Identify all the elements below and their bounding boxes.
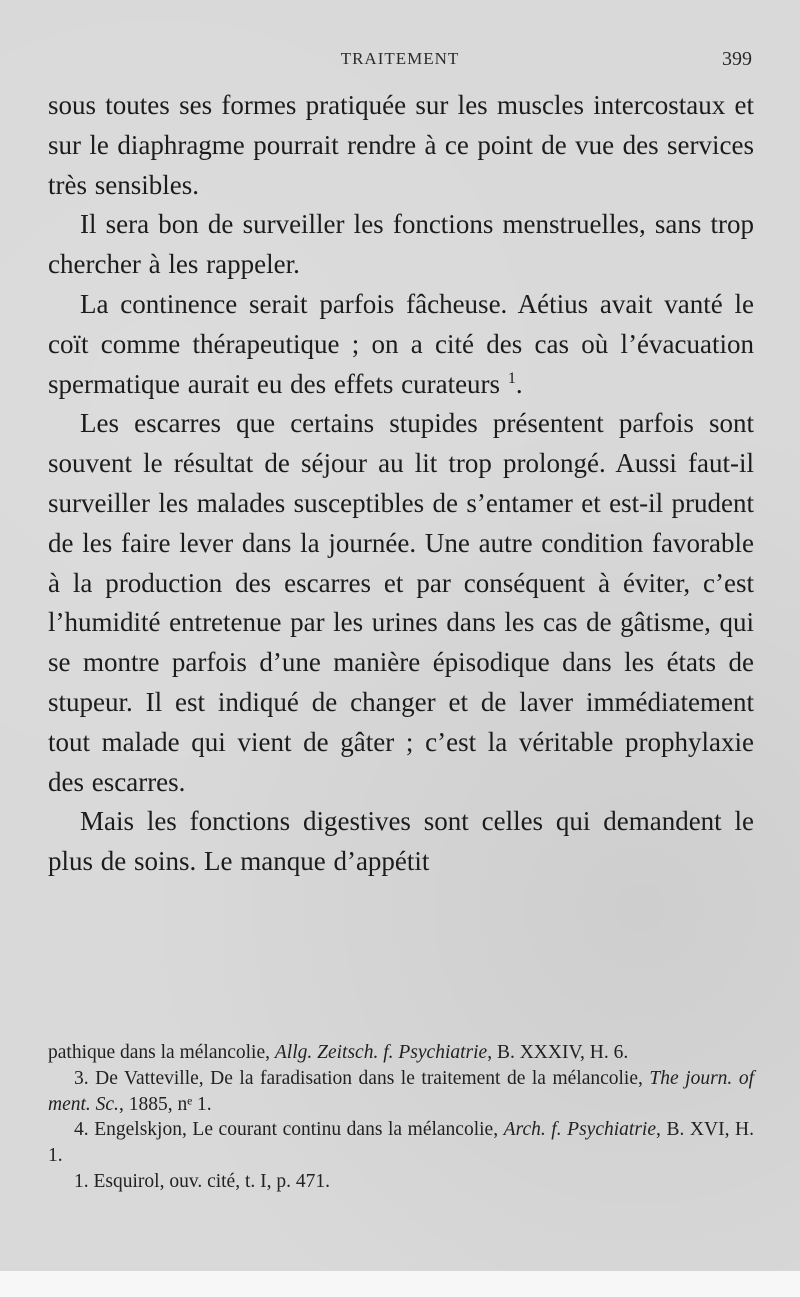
footnote-text: pathique dans la mélancolie, bbox=[48, 1042, 275, 1063]
footnote-text: 3. De Vatteville, De la faradisation dans le traitement de la mélancolie, bbox=[74, 1067, 650, 1089]
footnote-4 bbox=[48, 1117, 754, 1169]
footnote-marker: 1 bbox=[507, 369, 516, 387]
footnote-continuation bbox=[48, 1040, 754, 1066]
paragraph-text: La continence serait parfois fâcheuse. Aétius avait vanté le coït comme thérapeutique ; on a cité des cas où l’évacuation spermatique aurait eu des effets curateurs bbox=[48, 288, 754, 399]
paragraph-text: sous toutes ses formes pratiquée sur les muscles intercostaux et sur le diaphragme pourrait rendre à ce point de vue des services très sensibles. bbox=[48, 90, 754, 200]
paragraph-text: Mais les fonctions digestives sont celles qui demandent le plus de soins. Le manque d’appétit bbox=[48, 806, 754, 877]
page-bottom-margin bbox=[0, 1271, 800, 1297]
page-number: 399 bbox=[722, 48, 752, 70]
paragraph-text: Les escarres que certains stupides présentent parfois sont souvent le résultat de séjour au lit trop prolongé. Aussi faut-il surveiller les malades susceptibles de s’entamer et est-il prudent de les faire lever dans la journée. Une autre condition favorable à la production des escarres et par conséquent à éviter, c’est l’humidité entretenue par les urines dans les cas de gâtisme, qui se montre parfois d’une manière épisodique dans les états de stupeur. Il est indiqué de changer et de laver immédiatement tout malade qui vient de gâter ; c’est la véritable prophylaxie des escarres. bbox=[48, 408, 754, 797]
paragraph-text: . bbox=[515, 368, 523, 399]
footnote-1 bbox=[48, 1169, 754, 1195]
paragraph-5 bbox=[48, 802, 754, 882]
footnote-text: 1. Esquirol, ouv. cité, t. I, p. 471. bbox=[74, 1170, 330, 1192]
footnote-journal-title: Arch. f. Psychiatrie bbox=[503, 1119, 656, 1141]
running-title: TRAITEMENT bbox=[340, 49, 460, 68]
running-head bbox=[48, 44, 752, 74]
footnote-text: , B. XVI, H. 1. bbox=[48, 1119, 754, 1167]
footnote-text: , B. XXXIV, H. 6. bbox=[487, 1042, 629, 1063]
paragraph-3 bbox=[48, 285, 754, 404]
body-text bbox=[48, 86, 754, 882]
footnotes bbox=[48, 1040, 754, 1195]
footnote-text: 4. Engelskjon, Le courant continu dans la mélancolie, bbox=[74, 1119, 504, 1141]
footnote-text: , 1885, nᵉ 1. bbox=[118, 1093, 212, 1115]
paragraph-text: Il sera bon de surveiller les fonctions menstruelles, sans trop chercher à les rappeler. bbox=[48, 209, 754, 280]
footnote-journal-title: The journ. of ment. Sc. bbox=[48, 1067, 754, 1115]
footnote-journal-title: Allg. Zeitsch. f. Psychiatrie bbox=[274, 1042, 488, 1063]
paragraph-1 bbox=[48, 86, 754, 205]
paragraph-4 bbox=[48, 404, 754, 802]
footnote-3 bbox=[48, 1066, 754, 1118]
paragraph-2 bbox=[48, 205, 754, 285]
